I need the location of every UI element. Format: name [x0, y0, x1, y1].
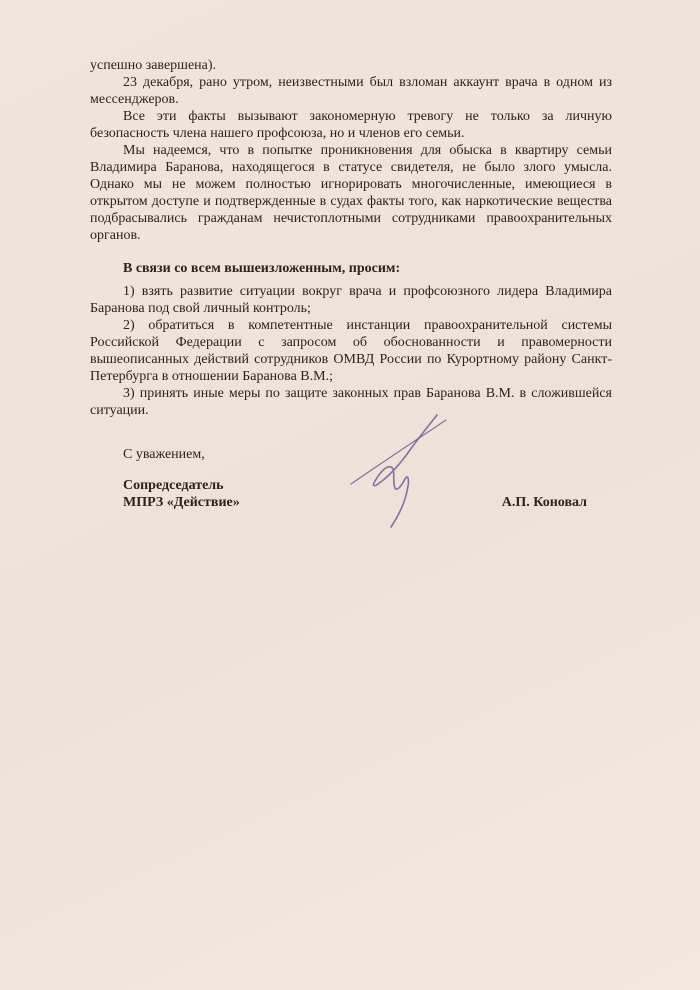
signer-titles [90, 477, 240, 511]
closing-salutation: С уважением, [123, 447, 205, 462]
paragraph-concern: Все эти факты вызывают закономерную тревогу не только за личную безопасность члена нашего профсоюза, но и членов его семьи. [90, 109, 612, 141]
signer-name: А.П. Коновал [501, 495, 587, 510]
paragraph-search-intent: Мы надеемся, что в попытке проникновения для обыска в квартиру семьи Владимира Баранова, находящегося в статусе свидетеля, не было злого умысла. Однако мы не можем полностью игнорировать многочисленные, имеющиеся в открытом доступе и подтвержденные в судах факты того, как наркотические вещества подбрасывались гражданам нечистоплотными сотрудниками правоохранительных органов. [90, 143, 612, 243]
request-item-1: 1) взять развитие ситуации вокруг врача и профсоюзного лидера Владимира Баранова под свой личный контроль; [90, 284, 612, 316]
request-item-2: 2) обратиться в компетентные инстанции правоохранительной системы Российской Федерации с запросом об обоснованности и правомерности вышеописанных действий сотрудников ОМВД России по Курортному району Санкт-Петербурга в отношении Баранова В.М.; [90, 318, 612, 384]
paragraph-continuation: успешно завершена). [90, 58, 217, 73]
request-heading: В связи со всем вышеизложенным, просим: [123, 261, 401, 276]
signer-title-line-1: Сопредседатель [123, 478, 224, 493]
signer-title-line-2: МПРЗ «Действие» [123, 495, 240, 510]
request-item-3: 3) принять иные меры по защите законных прав Баранова В.М. в сложившейся ситуации. [90, 386, 612, 418]
paragraph-hacked-account: 23 декабря, рано утром, неизвестными был взломан аккаунт врача в одном из мессенджеров. [90, 75, 612, 107]
letter-body [90, 57, 612, 511]
signer-row [90, 477, 612, 511]
